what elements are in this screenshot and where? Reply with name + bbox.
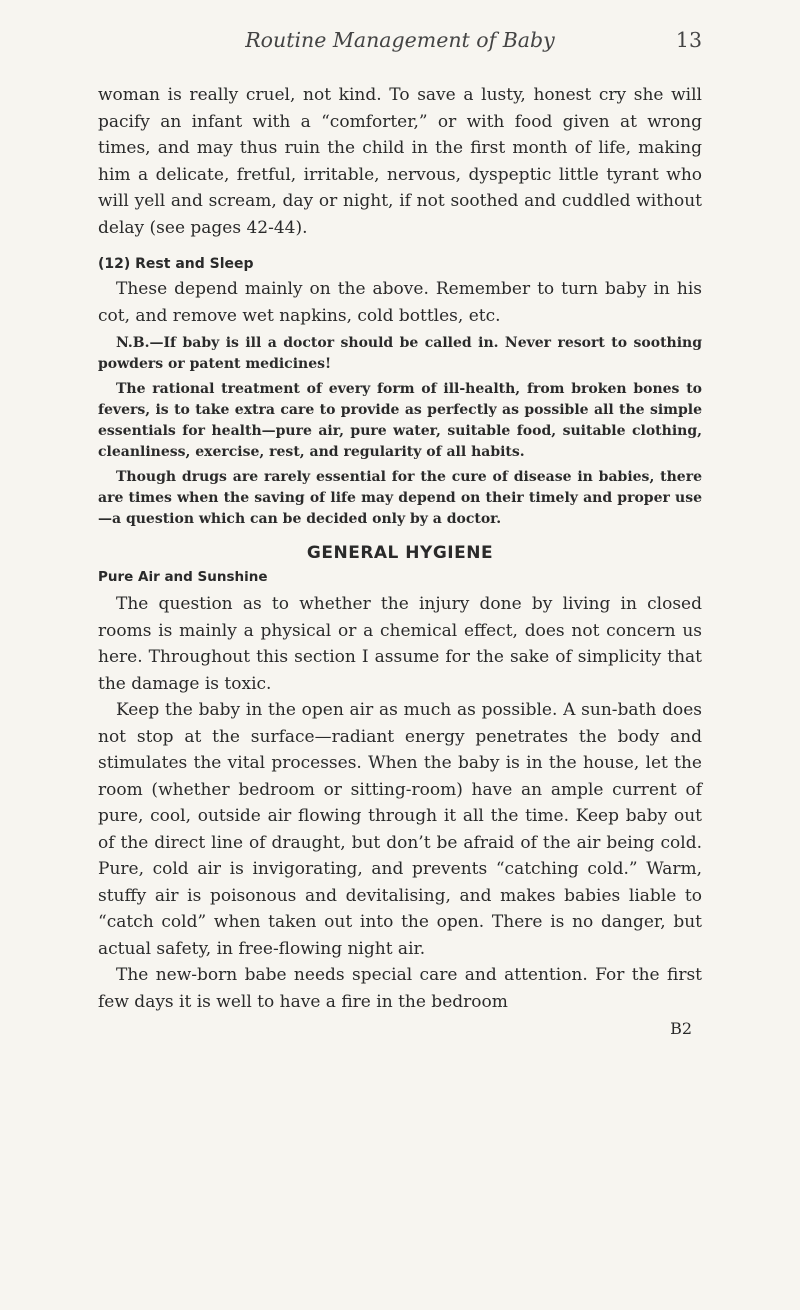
running-title: Routine Management of Baby: [245, 28, 555, 52]
paragraph-nb: N.B.—If baby is ill a doctor should be called in. Never resort to soothing powders or patent medicines!: [98, 335, 702, 372]
paragraph-intro: woman is really cruel, not kind. To save a lusty, honest cry she will pacify an infant with a “comforter,” or with food given at wrong times, and may thus ruin the child in the first month of life, making him a delicate, fretful, irritable, nervous, dyspeptic little tyrant who will yell and scream, day or night, if not soothed and cuddled without delay (see pages 42-44).: [98, 85, 702, 238]
section-heading-general-hygiene: GENERAL HYGIENE: [306, 543, 494, 563]
paragraph-newborn: The new-born babe needs special care and attention. For the first few days it is well to have a fire in the bedroom: [98, 965, 702, 1012]
running-header: [98, 28, 702, 58]
paragraph-drugs: Though drugs are rarely essential for the cure of disease in babies, there are times when the saving of life may depend on their timely and proper use—a question which can be decided only by a doctor.: [98, 469, 702, 527]
subheading-pure-air: Pure Air and Sunshine: [98, 569, 268, 585]
page-number: 13: [675, 28, 702, 52]
paragraph-rational: The rational treatment of every form of ill-health, from broken bones to fevers, is to take extra care to provide as perfectly as possible all the simple essentials for health—pure air, pure water, suitable food, suitable clothing, cleanliness, exercise, rest, and regularity of all habits.: [98, 381, 702, 460]
signature-mark: B2: [670, 1019, 692, 1038]
page-body: [98, 82, 702, 1038]
section-heading-rest-sleep: (12) Rest and Sleep: [98, 256, 254, 272]
paragraph-keep-baby: Keep the baby in the open air as much as possible. A sun-bath does not stop at the surface—radiant energy penetrates the body and stimulates the vital processes. When the baby is in the house, let the room (whether bedroom or sitting-room) have an ample current of pure, cool, outside air flowing through it all the time. Keep baby out of the direct line of draught, but don’t be afraid of the air being cold. Pure, cold air is invigorating, and prevents “catching cold.” Warm, stuffy air is poisonous and devitalising, and makes babies liable to “catch cold” when taken out into the open. There is no danger, but actual safety, in free-flowing night air.: [98, 700, 702, 959]
paragraph-question: The question as to whether the injury done by living in closed rooms is mainly a physical or a chemical effect, does not concern us here. Throughout this section I assume for the sake of simplicity that the damage is toxic.: [98, 594, 702, 694]
paragraph-rest: These depend mainly on the above. Remember to turn baby in his cot, and remove wet napkins, cold bottles, etc.: [98, 279, 702, 326]
